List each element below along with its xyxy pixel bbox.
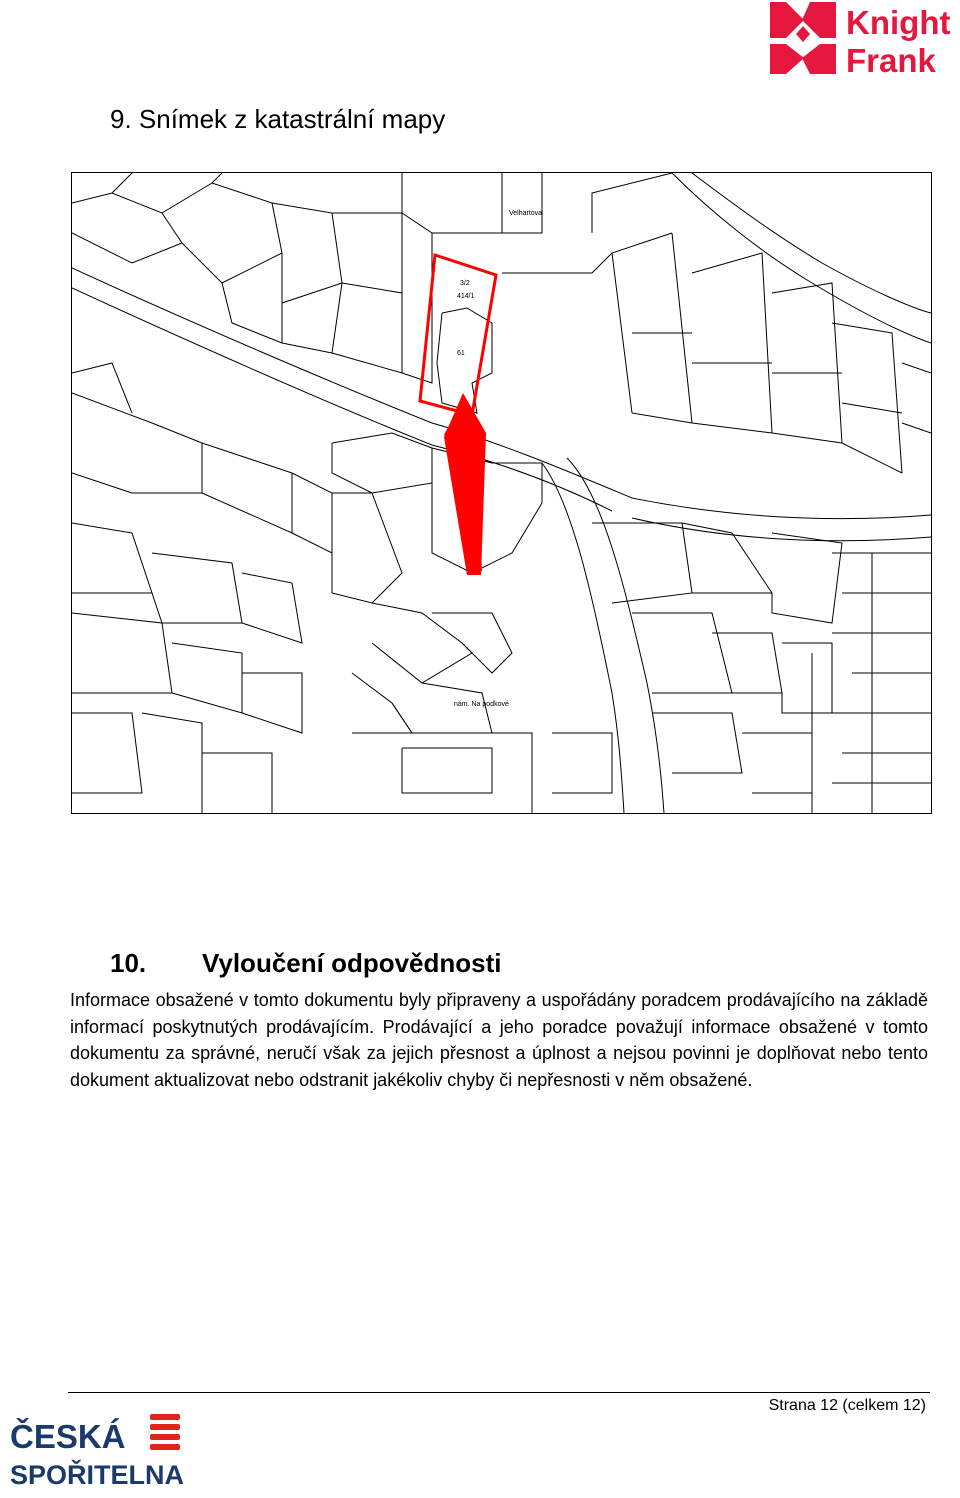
map-drawing xyxy=(72,173,931,813)
map-label-top-parcel: 3/2 xyxy=(460,280,470,287)
map-label-main-parcel: 61 xyxy=(457,350,465,357)
section-10-title: Vyloučení odpovědnosti xyxy=(202,948,502,978)
logo-line-frank: Frank xyxy=(846,42,936,78)
logo-line-ceska: ČESKÁ xyxy=(10,1418,126,1455)
road-south-right xyxy=(567,458,664,813)
map-label-mid-parcel: 414/1 xyxy=(457,293,475,300)
section-10-heading xyxy=(110,948,502,979)
cadastral-map xyxy=(71,172,932,814)
ceska-sporitelna-s-icon xyxy=(150,1414,180,1450)
red-arrow-icon xyxy=(444,393,486,575)
highlighted-parcel xyxy=(420,255,496,415)
road-ne-2 xyxy=(692,173,931,313)
knight-frank-logo xyxy=(766,0,960,78)
footer-divider xyxy=(68,1392,930,1393)
page-number: Strana 12 (celkem 12) xyxy=(768,1397,926,1414)
map-label-street-2: nám. Na podkové xyxy=(454,701,509,708)
disclaimer-paragraph: Informace obsažené v tomto dokumentu byly připraveny a uspořádány poradcem prodávajícího na základě informací poskytnutých prodávajícím. Prodávající a jeho poradce považují informace obsažené v tomto dokumentu za správné, neručí však za jejich přesnost a úplnost a nejsou povinni je doplňovat nebo tento dokument aktualizovat nebo odstranit jakékoliv chyby či nepřesnosti v něm obsažené. xyxy=(70,990,928,1090)
section-9-title: 9. Snímek z katastrální mapy xyxy=(110,104,446,134)
road-lower-branch xyxy=(632,518,931,541)
road-ne xyxy=(672,173,931,343)
map-label-street-1: Velhartova xyxy=(509,210,543,217)
knight-frank-diamond-icon xyxy=(770,2,836,74)
road-main-upper xyxy=(72,268,931,519)
ceska-sporitelna-logo xyxy=(8,1412,190,1490)
logo-line-knight: Knight xyxy=(846,4,951,41)
logo-line-sporitelna: SPOŘITELNA xyxy=(10,1460,185,1490)
section-10-number: 10. xyxy=(110,948,147,978)
